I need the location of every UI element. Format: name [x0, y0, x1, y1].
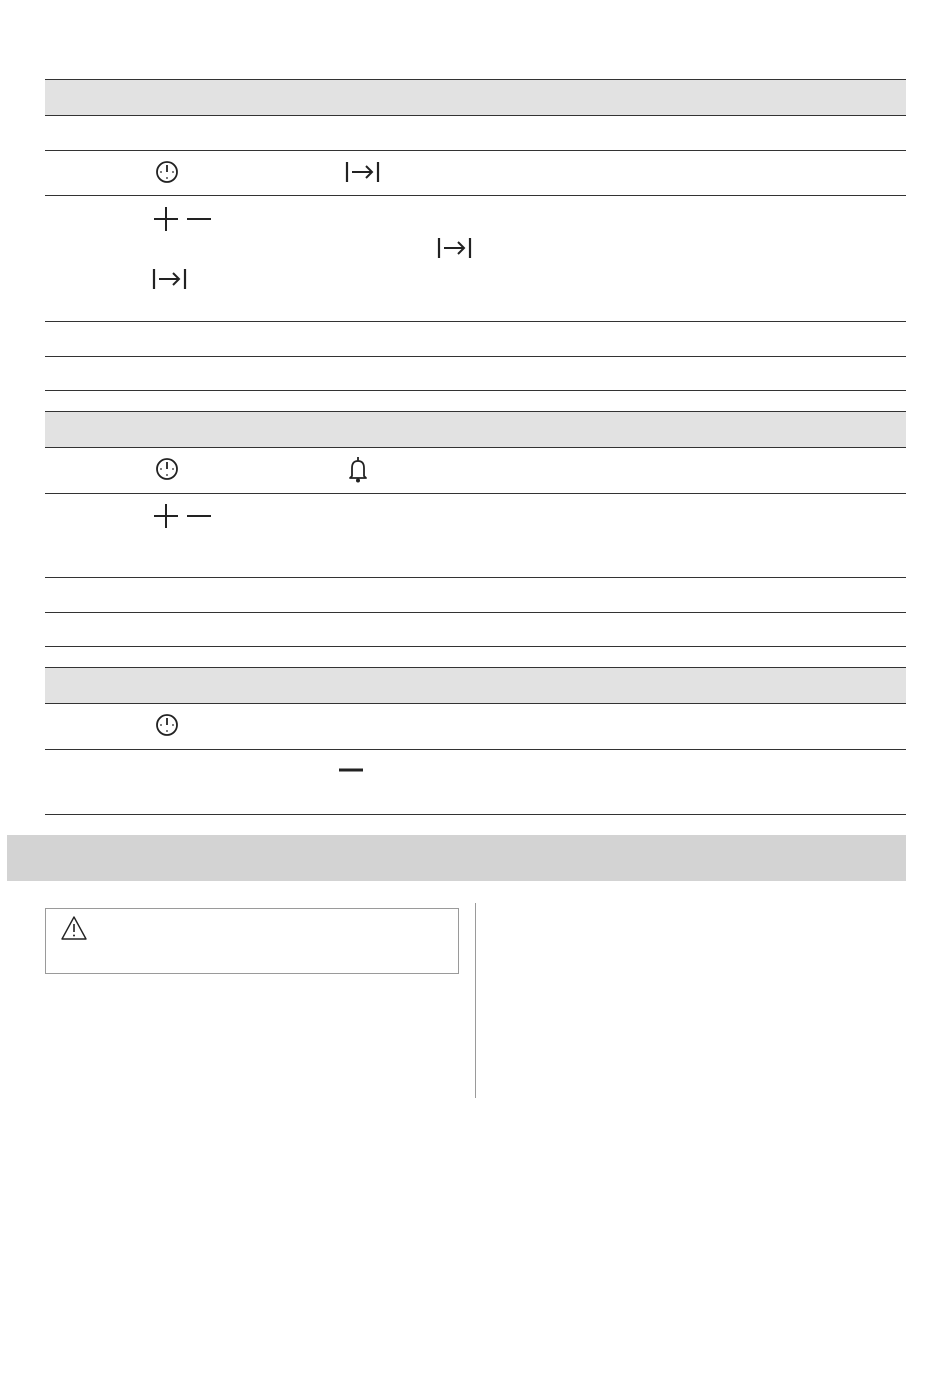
table-rule: [45, 493, 906, 494]
table-rule: [45, 390, 906, 391]
table-rule: [45, 150, 906, 151]
plus-icon: [153, 503, 179, 529]
clock-icon: [155, 160, 179, 184]
table-rule: [45, 646, 906, 647]
table-rule: [45, 447, 906, 448]
table-rule: [45, 577, 906, 578]
warning-box: [45, 908, 459, 974]
warning-icon: [60, 915, 88, 941]
clock-icon: [155, 713, 179, 737]
table-rule: [45, 195, 906, 196]
table-rule: [45, 356, 906, 357]
bell-icon: [345, 456, 371, 484]
minus-icon: [186, 503, 212, 529]
clock-icon: [155, 457, 179, 481]
table-header-band: [45, 668, 906, 703]
minus-icon: [338, 757, 364, 783]
table-rule: [45, 814, 906, 815]
plus-icon: [153, 206, 179, 232]
section-heading-bar: [7, 835, 906, 881]
table-rule: [45, 612, 906, 613]
table-header-band: [45, 80, 906, 115]
table-rule: [45, 703, 906, 704]
table-rule: [45, 749, 906, 750]
skip-to-end-icon: [345, 160, 381, 184]
table-header-band: [45, 412, 906, 447]
skip-to-end-icon: [152, 267, 188, 291]
table-rule: [45, 321, 906, 322]
minus-icon: [186, 206, 212, 232]
skip-to-end-icon: [437, 236, 473, 260]
table-rule: [45, 115, 906, 116]
column-divider: [475, 903, 476, 1098]
